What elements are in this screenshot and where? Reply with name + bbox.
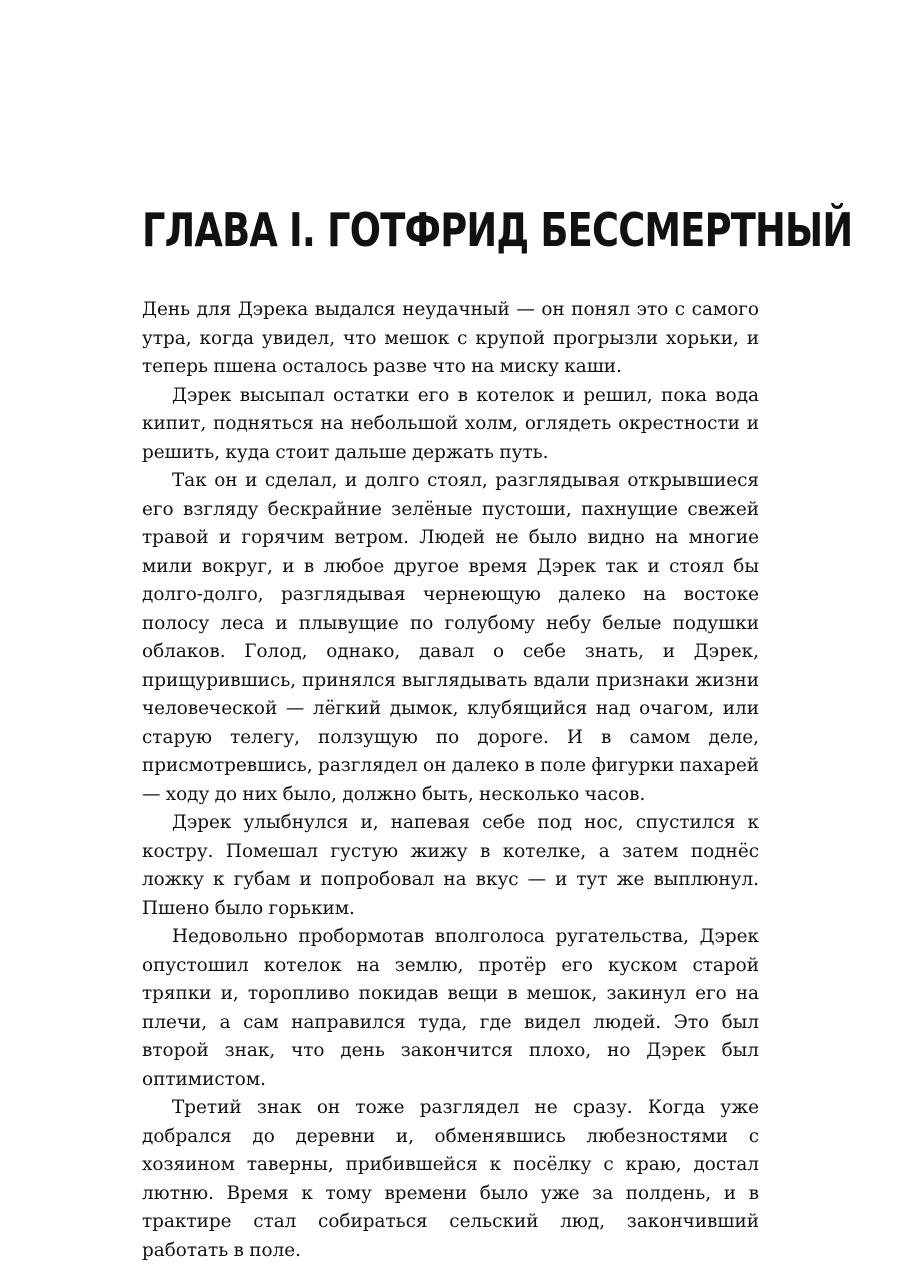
paragraph-2: Дэрек высыпал остатки его в котелок и решил, пока вода кипит, подняться на небольшой холм, оглядеть окрестности и решить, куда стоит дальше держать путь. bbox=[142, 384, 759, 463]
chapter-body bbox=[142, 296, 759, 1265]
paragraph-5: Недовольно пробормотав вполголоса ругательства, Дэрек опустошил котелок на землю, протёр его куском старой тряпки и, торопливо покидав вещи в мешок, закинул его на плечи, а сам направился туда, где видел людей. Это был второй знак, что день закончится плохо, но Дэрек был оптимистом. bbox=[142, 926, 759, 1090]
paragraph-4: Дэрек улыбнулся и, напевая себе под нос, спустился к костру. Помешал густую жижу в котелке, а затем поднёс ложку к губам и попробовал на вкус — и тут же выплюнул. Пшено было горьким. bbox=[142, 812, 759, 919]
paragraph-6: Третий знак он тоже разглядел не сразу. Когда уже добрался до деревни и, обменявшись любезностями с хозяином таверны, прибившейся к посёлку с краю, достал лютню. Время к тому времени было уже за полдень, и в трактире стал собираться сельский люд, закончивший работать в поле. bbox=[142, 1097, 759, 1261]
chapter-title: ГЛАВА I. ГОТФРИД БЕССМЕРТНЫЙ bbox=[142, 203, 853, 257]
paragraph-1: День для Дэрека выдался неудачный — он понял это с самого утра, когда увидел, что мешок с крупой прогрызли хорьки, и теперь пшена осталось разве что на миску каши. bbox=[142, 299, 759, 377]
paragraph-3: Так он и сделал, и долго стоял, разглядывая открывшиеся его взгляду бескрайние зелёные пустоши, пахнущие свежей травой и горячим ветром. Людей не было видно на многие мили вокруг, и в любое другое время Дэрек так и стоял бы долго-долго, разглядывая чернеющую далеко на востоке полосу леса и плывущие по голубому небу белые подушки облаков. Голод, однако, давал о себе знать, и Дэрек, прищурившись, принялся выглядывать вдали признаки жизни человеческой — лёгкий дымок, клубящийся над очагом, или старую телегу, ползущую по дороге. И в самом деле, присмотревшись, разглядел он далеко в поле фигурки пахарей — ходу до них было, должно быть, несколько часов. bbox=[142, 470, 759, 805]
